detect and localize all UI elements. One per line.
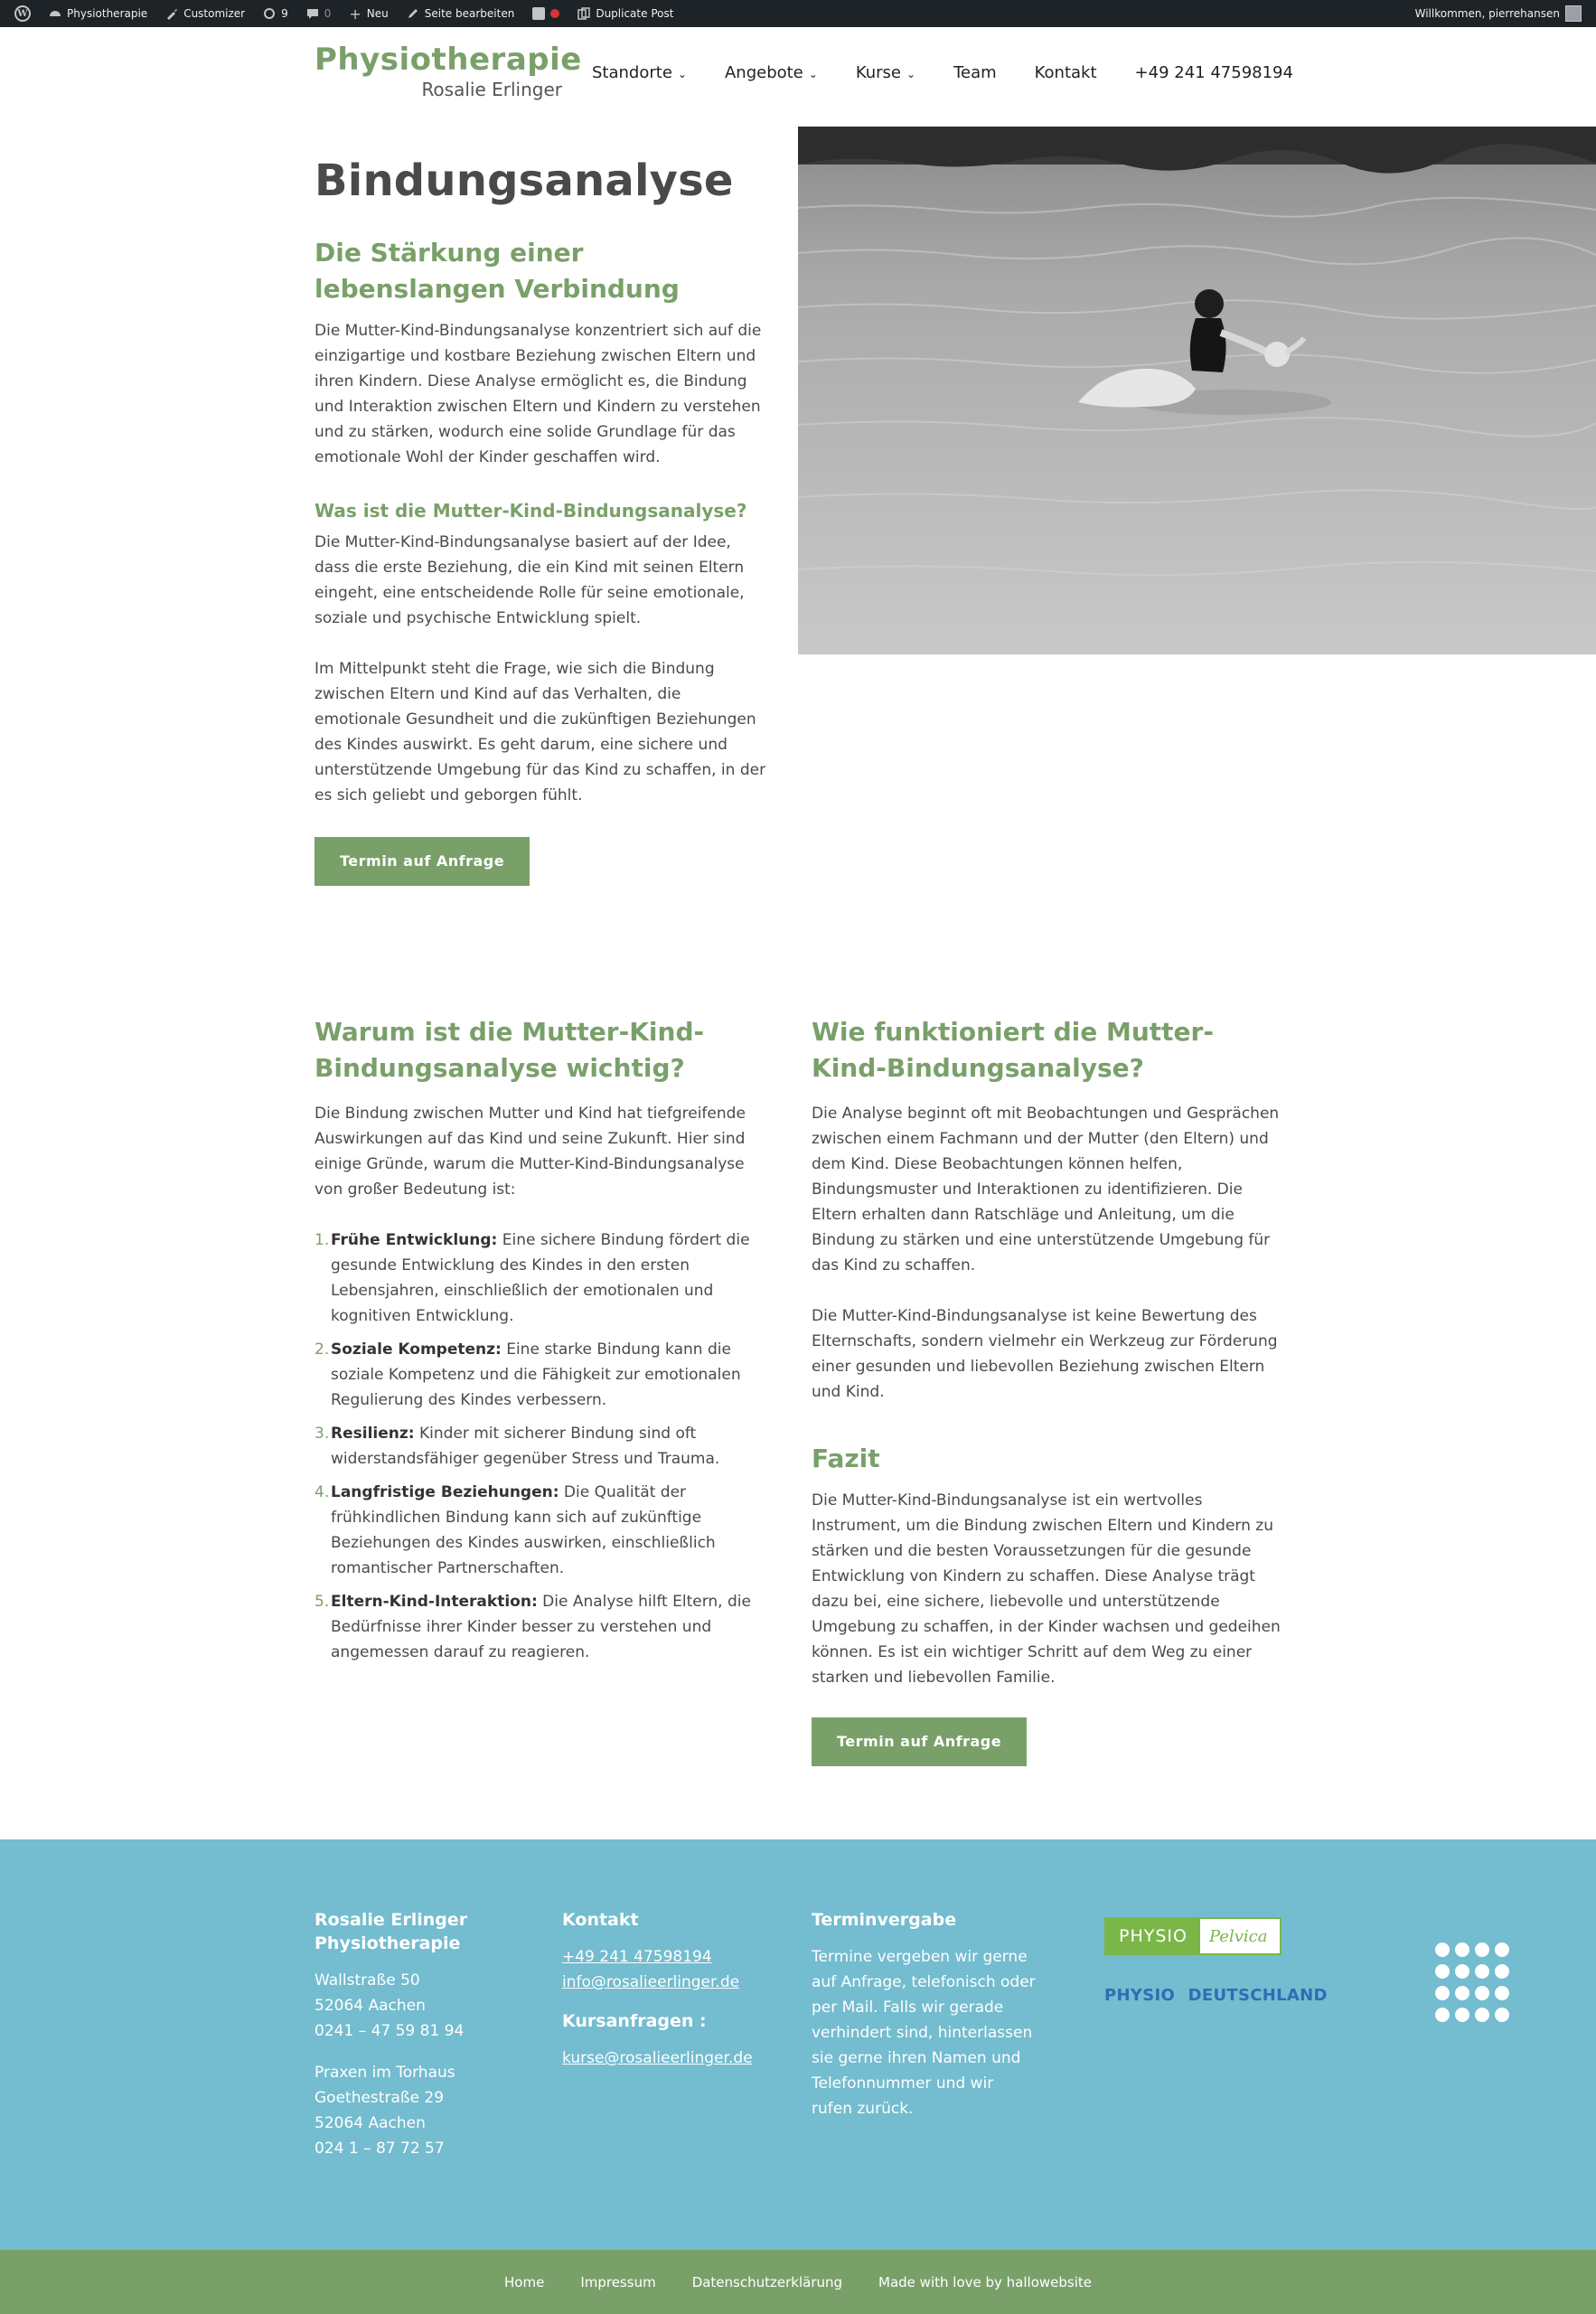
list-item: [315, 1589, 766, 1665]
footer-address-column: [315, 1908, 522, 2161]
dot: [1475, 1986, 1489, 2000]
fazit-paragraph: Die Mutter-Kind-Bindungsanalyse ist ein wertvolles Instrument, um die Bindung zwischen Eltern und Kindern zu stärken und die besten Voraussetzungen für die gesunde Entwicklung von Kindern zu schaffen. Diese Analyse trägt dazu bei, eine sichere, liebevolle und unterstützende Umgebung zu schaffen, in der Kinder wachsen und gedeihen können. Es ist ein wichtiger Schritt auf dem Weg zu einer starken und liebevollen Familie.: [812, 1491, 1281, 1687]
nav-phone-label: +49 241 47598194: [1134, 63, 1293, 82]
admin-bar-left: [5, 0, 682, 27]
footer-appointment-heading: Terminvergabe: [812, 1910, 957, 1930]
dot: [1455, 1986, 1469, 2000]
brush-icon: [165, 7, 178, 20]
nav-team[interactable]: [953, 63, 997, 82]
how-heading: Wie funktioniert die Mutter-Kind-Bindungsanalyse?: [812, 1017, 1214, 1083]
dot: [1495, 1942, 1509, 1957]
dot: [1435, 1986, 1450, 2000]
copy-icon: [577, 7, 590, 20]
dot: [1455, 2008, 1469, 2022]
site-header: [0, 27, 1596, 127]
list-item-body: Kinder mit sicherer Bindung sind oft widerstandsfähiger gegenüber Stress und Trauma.: [331, 1425, 720, 1468]
appointment-button-2[interactable]: Termin auf Anfrage: [812, 1717, 1027, 1766]
list-number: 2.: [315, 1340, 330, 1359]
address-line: Goethestraße 29: [315, 2089, 445, 2107]
list-item-title: Frühe Entwicklung:: [331, 1231, 498, 1249]
wordpress-logo-button[interactable]: [5, 0, 40, 27]
dot: [1495, 1964, 1509, 1979]
why-list: [315, 1228, 766, 1665]
nav-team-label: Team: [953, 63, 997, 82]
footer-address-2: [315, 2060, 522, 2161]
updates-button[interactable]: [254, 0, 297, 27]
edit-page-button[interactable]: [398, 0, 524, 27]
new-button[interactable]: [340, 0, 397, 27]
page-title: Bindungsanalyse: [315, 155, 734, 206]
list-item-body: Die Qualität der frühkindlichen Bindung kann sich auf zukünftige Beziehungen des Kindes auswirken, einschließlich romantischer Partnerschaften.: [331, 1483, 716, 1577]
appointment-button[interactable]: Termin auf Anfrage: [315, 837, 530, 886]
physio-pelvica-right: Pelvica: [1209, 1926, 1268, 1946]
refresh-icon: [263, 7, 276, 20]
footer-link-datenschutz[interactable]: Datenschutzerklärung: [691, 2273, 843, 2290]
new-label: Neu: [366, 7, 389, 20]
nav-angebote[interactable]: [725, 63, 818, 82]
dots-grid-icon: [1435, 1942, 1516, 2024]
footer-contact-column: [562, 1908, 779, 2071]
physio-pelvica-left: PHYSIO: [1106, 1919, 1200, 1953]
fazit-heading: Fazit: [812, 1444, 880, 1473]
dot: [1435, 2008, 1450, 2022]
edit-page-label: Seite bearbeiten: [424, 7, 515, 20]
nav-kontakt-label: Kontakt: [1034, 63, 1097, 82]
footer-kurs-email-link[interactable]: kurse@rosalieerlinger.de: [562, 2049, 753, 2067]
list-item-title: Resilienz:: [331, 1425, 415, 1443]
duplicate-post-label: Duplicate Post: [596, 7, 674, 20]
footer-phone-link[interactable]: +49 241 47598194: [562, 1948, 712, 1966]
updates-count: 9: [281, 7, 288, 20]
footer-link-made-by[interactable]: Made with love by hallowebsite: [878, 2273, 1092, 2290]
list-item-body: Eine sichere Bindung fördert die gesunde Entwicklung des Kindes in den ersten Lebensjahren, einschließlich der emotionalen und kognitiven Entwicklung.: [331, 1231, 750, 1325]
nav-kurse[interactable]: [856, 63, 915, 82]
how-section: [812, 1014, 1281, 1766]
footer-appointment-column: [812, 1908, 1037, 2121]
address-line: 52064 Aachen: [315, 2114, 426, 2132]
list-number: 4.: [315, 1483, 330, 1501]
admin-bar-right: [1406, 0, 1591, 27]
comments-count: 0: [324, 7, 332, 20]
footer-email-link[interactable]: info@rosalieerlinger.de: [562, 1973, 740, 1991]
what-paragraph-1: Die Mutter-Kind-Bindungsanalyse basiert auf der Idee, dass die erste Beziehung, die ein Kind mit seinen Eltern eingeht, eine entscheidende Rolle für seine emotionale, soziale und psychische Entwicklung spielt.: [315, 533, 745, 627]
lake-photo: [798, 127, 1596, 654]
footer-address-1: [315, 1968, 522, 2044]
footer-bottom-bar: [0, 2250, 1596, 2314]
why-intro: Die Bindung zwischen Mutter und Kind hat tiefgreifende Auswirkungen auf das Kind und seine Zukunft. Hier sind einige Gründe, warum die Mutter-Kind-Bindungsanalyse von großer Bedeutung ist:: [315, 1105, 746, 1199]
site-name-label: Physiotherapie: [67, 7, 148, 20]
pencil-icon: [407, 7, 419, 20]
list-text: [331, 1589, 766, 1665]
welcome-label: Willkommen, pierrehansen: [1414, 7, 1560, 20]
address-line: Wallstraße 50: [315, 1971, 420, 1989]
dot: [1435, 1942, 1450, 1957]
main-nav: [592, 63, 1331, 82]
why-section: [315, 1014, 766, 1673]
address-line: 52064 Aachen: [315, 1997, 426, 2015]
hero-image: [798, 127, 1596, 654]
dot: [1475, 1942, 1489, 1957]
footer-kurs-heading: Kursanfragen :: [562, 2011, 707, 2031]
list-item-title: Langfristige Beziehungen:: [331, 1483, 559, 1501]
intro-section: [315, 154, 766, 886]
list-item-body: Eine starke Bindung kann die soziale Kompetenz und die Fähigkeit zur emotionalen Regulierung des Kindes verbessern.: [331, 1340, 741, 1409]
dot: [1435, 1964, 1450, 1979]
avatar: [1565, 5, 1582, 22]
wordpress-icon: W: [14, 5, 31, 22]
nav-standorte[interactable]: [592, 63, 687, 82]
list-text: [331, 1337, 766, 1413]
address-phone: 0241 – 47 59 81 94: [315, 2022, 465, 2040]
dot: [1495, 2008, 1509, 2022]
footer-link-home[interactable]: Home: [504, 2273, 545, 2290]
logo-title: Physiotherapie: [315, 42, 582, 78]
physio-deutschland-logo[interactable]: [1104, 1986, 1328, 2005]
list-number: 5.: [315, 1593, 330, 1611]
nav-angebote-label: Angebote: [724, 63, 803, 82]
address-line: Praxen im Torhaus: [315, 2064, 455, 2082]
how-paragraph-2: Die Mutter-Kind-Bindungsanalyse ist keine Bewertung des Elternschafts, sondern vielmehr ein Werkzeug zur Förderung einer gesunden und liebevollen Beziehung zwischen Eltern und Kind.: [812, 1307, 1278, 1401]
what-paragraph-2: Im Mittelpunkt steht die Frage, wie sich die Bindung zwischen Eltern und Kind auf das Verhalten, die emotionale Gesundheit und die zukünftigen Beziehungen des Kindes auswirkt. Es geht darum, eine sichere und unterstützende Umgebung für das Kind zu schaffen, in der es sich geliebt und geborgen fühlt.: [315, 660, 766, 804]
chevron-down-icon: ⌄: [906, 67, 916, 80]
customizer-label: Customizer: [183, 7, 246, 20]
address-phone: 024 1 – 87 72 57: [315, 2140, 445, 2158]
duplicate-post-button[interactable]: [568, 0, 682, 27]
list-number: 1.: [315, 1231, 330, 1249]
nav-phone[interactable]: [1135, 63, 1293, 82]
list-number: 3.: [315, 1425, 330, 1443]
list-item: [315, 1337, 766, 1413]
customizer-button[interactable]: [156, 0, 254, 27]
comments-button[interactable]: [297, 0, 341, 27]
chevron-down-icon: ⌄: [808, 67, 818, 80]
dot: [1495, 1986, 1509, 2000]
physio-deutschland-part1: PHYSIO: [1104, 1986, 1176, 2005]
list-text: [331, 1480, 766, 1581]
list-text: [331, 1421, 766, 1472]
seo-status-dot: [550, 9, 559, 18]
list-item: [315, 1480, 766, 1581]
what-heading: Was ist die Mutter-Kind-Bindungsanalyse?: [315, 500, 747, 522]
dot: [1455, 1964, 1469, 1979]
dashboard-icon: [49, 7, 61, 20]
how-paragraph-1: Die Analyse beginnt oft mit Beobachtungen und Gesprächen zwischen einem Fachmann und der Mutter (den Eltern) und dem Kind. Diese Beobachtungen können helfen, Bindungsmuster und Interaktionen zu identifizieren. Die Eltern erhalten dann Ratschläge und Anleitung, um die Bindung zu stärken und eine unterstützende Umgebung für das Kind zu schaffen.: [812, 1105, 1280, 1275]
site-logo[interactable]: [315, 42, 582, 101]
footer-link-impressum[interactable]: Impressum: [580, 2273, 656, 2290]
list-text: [331, 1228, 766, 1329]
site-footer: [0, 1839, 1596, 2250]
footer-appointment-text: Termine vergeben wir gerne auf Anfrage, telefonisch oder per Mail. Falls wir gerade verhindert sind, hinterlassen sie gerne ihren Namen und Telefonnummer und wir rufen zurück.: [812, 1948, 1036, 2118]
plus-icon: +: [349, 5, 361, 23]
dot: [1455, 1942, 1469, 1957]
chevron-down-icon: ⌄: [677, 67, 687, 80]
logo-subtitle: Rosalie Erlinger: [421, 79, 562, 100]
list-item: [315, 1228, 766, 1329]
physio-deutschland-part2: DEUTSCHLAND: [1188, 1986, 1328, 2005]
list-item-body: Die Analyse hilft Eltern, die Bedürfnisse ihrer Kinder besser zu verstehen und angemessen darauf zu reagieren.: [331, 1593, 751, 1661]
list-item-title: Eltern-Kind-Interaktion:: [331, 1593, 538, 1611]
nav-standorte-label: Standorte: [592, 63, 672, 82]
admin-bar: [0, 0, 1596, 27]
footer-company-heading: Rosalie Erlinger Physiotherapie: [315, 1910, 468, 1953]
nav-kurse-label: Kurse: [855, 63, 901, 82]
footer-contact-heading: Kontakt: [562, 1910, 639, 1930]
site-name-button[interactable]: [40, 0, 156, 27]
why-heading: Warum ist die Mutter-Kind-Bindungsanalyse wichtig?: [315, 1017, 705, 1083]
nav-kontakt[interactable]: [1035, 63, 1097, 82]
yoast-icon: [532, 7, 545, 20]
dot: [1475, 1964, 1489, 1979]
account-button[interactable]: [1406, 0, 1591, 27]
list-item: [315, 1421, 766, 1472]
yoast-button[interactable]: [523, 0, 568, 27]
dot: [1475, 2008, 1489, 2022]
physio-pelvica-logo[interactable]: [1104, 1917, 1281, 1955]
intro-subtitle: Die Stärkung einer lebenslangen Verbindung: [315, 238, 680, 304]
intro-paragraph: Die Mutter-Kind-Bindungsanalyse konzentriert sich auf die einzigartige und kostbare Beziehung zwischen Eltern und ihren Kindern. Diese Analyse ermöglicht es, die Bindung und Interaktion zwischen Eltern und Kindern zu verstehen und zu stärken, wodurch eine solide Grundlage für das emotionale Wohl der Kinder geschaffen wird.: [315, 322, 762, 466]
list-item-title: Soziale Kompetenz:: [331, 1340, 502, 1359]
comment-icon: [306, 7, 319, 20]
